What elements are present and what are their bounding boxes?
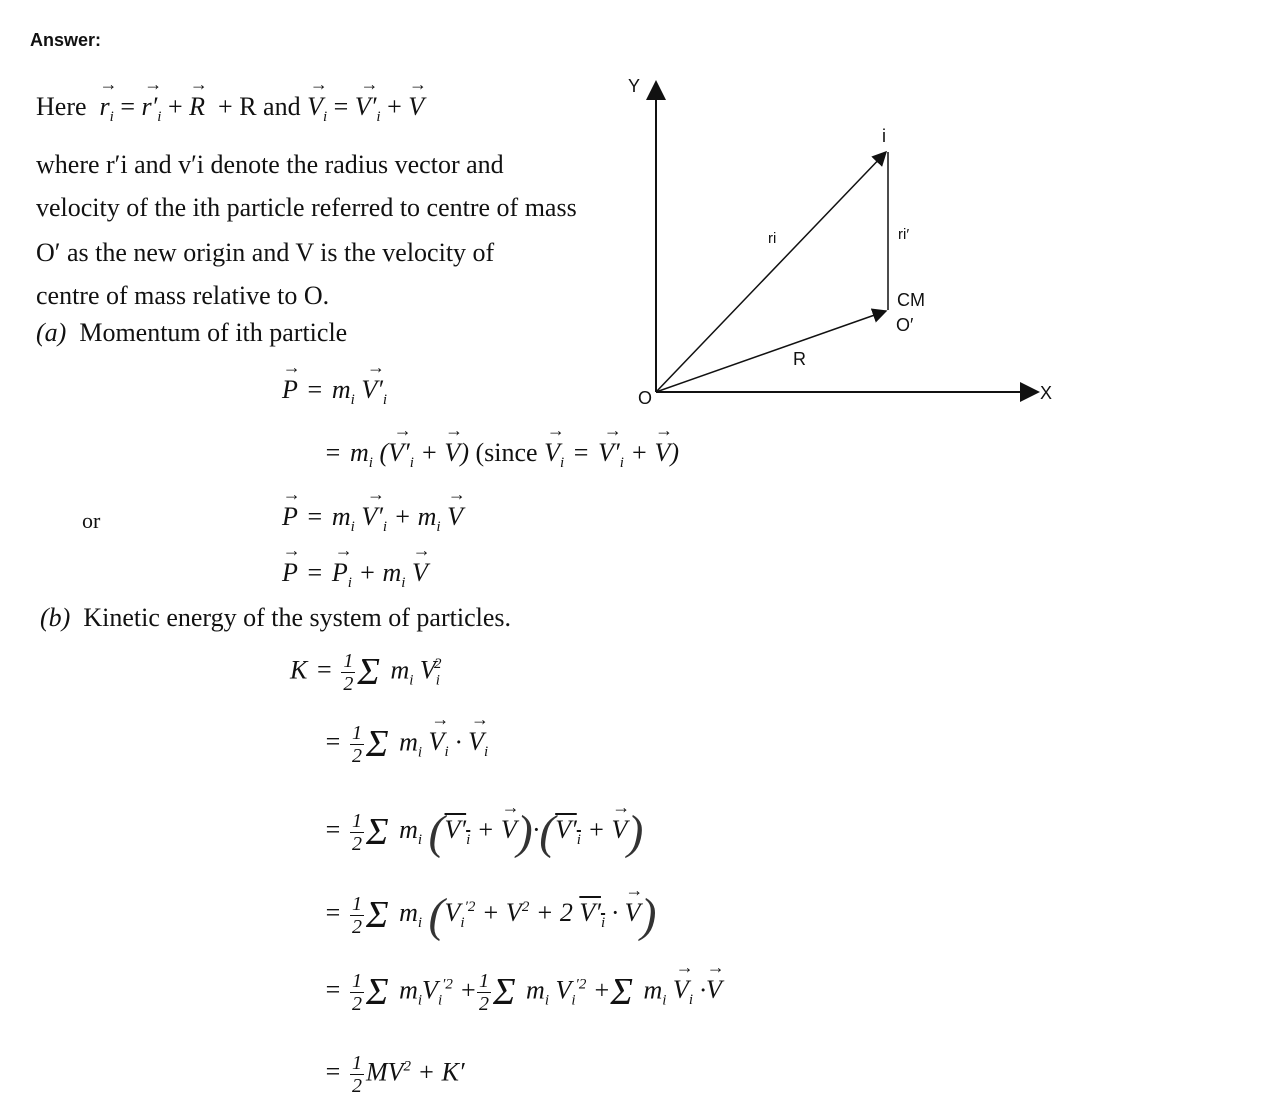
part-b-heading: (b) Kinetic energy of the system of particles. <box>40 603 511 632</box>
ke-eq-1: K = $\frac{1}{2}$ Σ $m_i$ $V_i^2$ <box>290 650 442 695</box>
label-i: i <box>882 126 886 146</box>
answer-heading: Answer: <box>30 30 102 50</box>
momentum-eq-2: = $m_i$ (→ $V'_i$ + → V) (since → $V_i =\to V'_i$ + → V) <box>316 438 679 472</box>
part-a-heading: (a) Momentum of ith particle <box>36 318 348 347</box>
label-cm: CM <box>897 290 925 310</box>
label-ri-prime: ri′ <box>898 226 910 243</box>
intro-line-3: velocity of the ith particle referred to centre of mass <box>36 193 577 222</box>
label-ri: ri <box>768 230 777 247</box>
label-R: R <box>793 349 806 369</box>
label-o-prime: O′ <box>896 315 914 335</box>
ke-eq-4: = $\frac{1}{2}$ Σ $m_i$ ($V_i^{'2} + V^2 + 2$ $V'_i$ · → V) <box>316 888 656 943</box>
or-label: or <box>82 508 101 533</box>
label-y: Y <box>628 76 641 96</box>
ke-eq-3: = $\frac{1}{2}$ Σ $m_i$ ($V'_i$ + → $V)\cdot(V'_i$ + → V) <box>316 805 643 860</box>
vector-diagram <box>620 70 1070 410</box>
ke-eq-2: = $\frac{1}{2}$ Σ $m_i \to V_i$ · → $V_i$ <box>316 722 488 767</box>
intro-line-1: Here → $r_i$ = → $r'_i$ + → R + R and → $V_i$ = → $V'_i$ + → V <box>36 92 424 126</box>
intro-line-5: centre of mass relative to O. <box>36 281 330 310</box>
momentum-eq-1: → $P = m_i \to V'_i$ <box>282 375 387 409</box>
intro-line-2: where r′i and v′i denote the radius vector and <box>36 150 504 179</box>
vector-ri <box>656 152 886 392</box>
vector-R <box>656 311 886 392</box>
momentum-eq-4: → $P =\to P_i + m_i \to V$ <box>282 558 428 592</box>
intro-line-4: O′ as the new origin and V is the velocity of <box>36 238 495 267</box>
ke-eq-6: = $\frac{1}{2}$ $MV^2 + K'$ <box>325 1052 465 1097</box>
label-x: X <box>1040 383 1053 403</box>
momentum-eq-3: → $P = m_i \to V'_i + m_i \to V$ <box>282 502 463 536</box>
ke-eq-5: = $\frac{1}{2}$ Σ $m_iV_i^{'2}$ + $\frac{1}{2}$ Σ $m_i$ $V_i^{'2} +\Sigma$ $m_i \to V_i \cdot\to V$ <box>316 970 722 1015</box>
label-origin: O <box>638 388 653 408</box>
